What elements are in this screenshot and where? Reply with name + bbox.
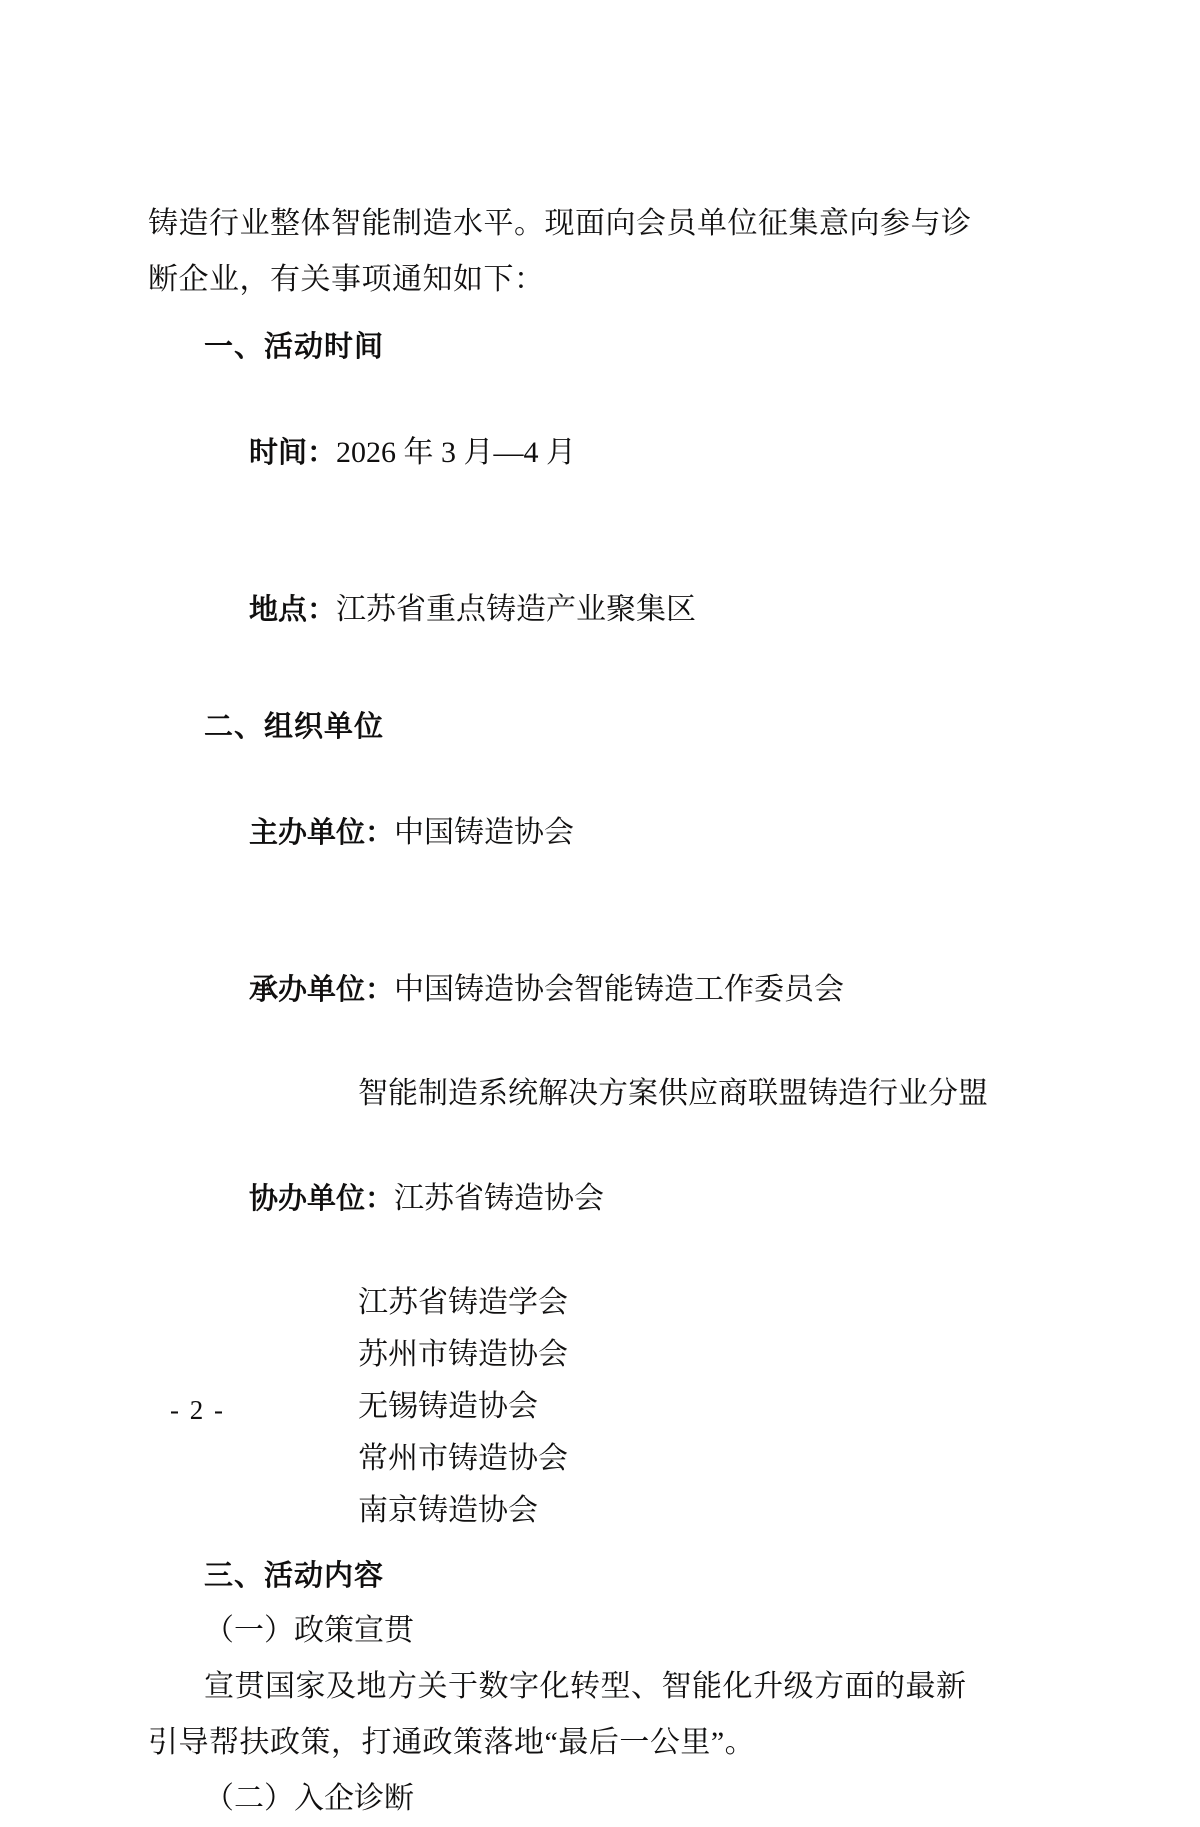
section-2-item-2-label: 承办单位：: [249, 972, 395, 1006]
section-3-subsection-1-title: （一）政策宣贯: [204, 1614, 414, 1647]
opening-paragraph-line-1: 铸造行业整体智能制造水平。现面向会员单位征集意向参与诊: [148, 207, 972, 240]
section-1-item-1-value: 2026 年 3 月—4 月: [336, 436, 577, 469]
page-number: - 2 -: [170, 1395, 225, 1425]
section-2-item-3-extra-1: 江苏省铸造学会: [358, 1286, 568, 1319]
section-2-item-1-value: 中国铸造协会: [394, 816, 575, 849]
section-2-item-3-extra-5: 南京铸造协会: [358, 1494, 538, 1527]
section-2-item-3-extra-3: 无锡铸造协会: [358, 1390, 538, 1423]
document-body: [148, 196, 988, 1827]
section-2-item-1-label: 主办单位：: [249, 815, 395, 849]
section-2-item-3: [204, 1120, 984, 1277]
section-2-item-3-extra-4: 常州市铸造协会: [358, 1442, 568, 1475]
section-2-item-3-value: 江苏省铸造协会: [394, 1182, 605, 1215]
section-2-item-2-extra-1: 智能制造系统解决方案供应商联盟铸造行业分盟: [358, 1077, 988, 1110]
section-heading-1: 一、活动时间: [204, 329, 385, 363]
section-3-subsection-1-body-line-1: 宣贯国家及地方关于数字化转型、智能化升级方面的最新: [204, 1670, 967, 1703]
section-heading-3: 三、活动内容: [204, 1558, 385, 1592]
section-2-item-2-value: 中国铸造协会智能铸造工作委员会: [394, 973, 845, 1006]
opening-paragraph: [148, 196, 984, 308]
section-1-item-1-label: 时间：: [249, 435, 337, 469]
section-1-item-2-value: 江苏省重点铸造产业聚集区: [336, 593, 697, 626]
section-heading-2: 二、组织单位: [204, 709, 385, 743]
section-3-subsection-2-title: （二）入企诊断: [204, 1782, 414, 1815]
section-2-item-3-label: 协办单位：: [249, 1181, 395, 1215]
section-3-subsection-1-body-line-2: 引导帮扶政策，打通政策落地“最后一公里”。: [148, 1726, 756, 1759]
opening-paragraph-line-2: 断企业，有关事项通知如下：: [148, 263, 545, 296]
section-2-item-2: [204, 911, 984, 1068]
section-1-item-1: [204, 374, 984, 531]
section-1-item-2-label: 地点：: [249, 592, 337, 626]
section-3-subsection-1-body: [148, 1659, 984, 1771]
section-2-item-3-extra-2: 苏州市铸造协会: [358, 1338, 568, 1371]
section-1-item-2: [204, 531, 984, 688]
section-2-item-1: [204, 754, 984, 911]
